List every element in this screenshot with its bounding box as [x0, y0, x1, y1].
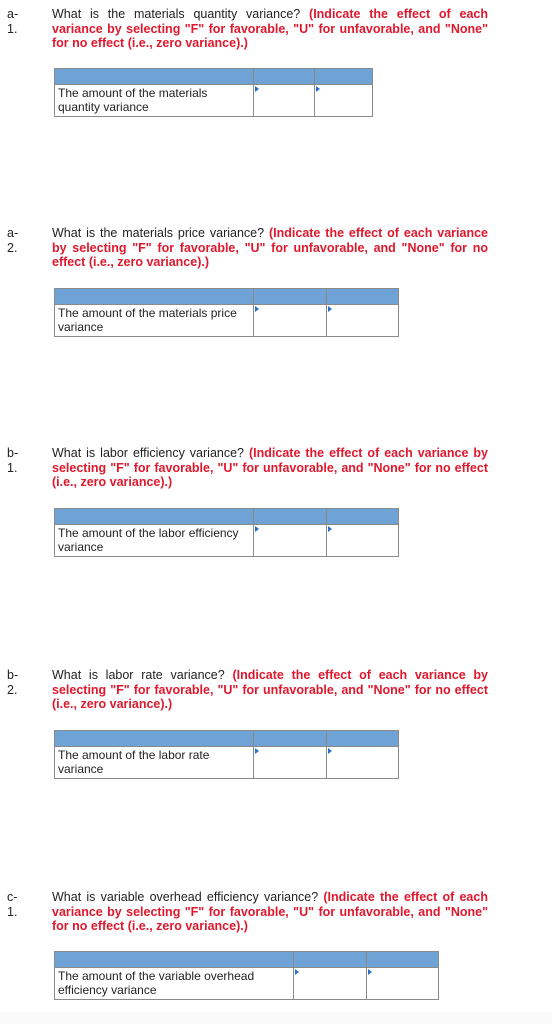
- amount-input[interactable]: [254, 525, 327, 557]
- effect-select[interactable]: [327, 305, 399, 337]
- input-flag-icon: [255, 86, 259, 92]
- answer-table-a1: [54, 68, 373, 117]
- input-flag-icon: [255, 306, 259, 312]
- question-a1: [0, 7, 552, 51]
- row-label: The amount of the materials price variance: [55, 305, 254, 337]
- answer-table-header: [55, 69, 373, 85]
- amount-input[interactable]: [254, 747, 327, 779]
- answer-row: [55, 305, 399, 337]
- input-flag-icon: [316, 86, 320, 92]
- row-label: The amount of the variable overhead efficiency variance: [55, 968, 294, 1000]
- question-number: b- 1.: [7, 446, 19, 475]
- question-number: b- 2.: [7, 668, 19, 697]
- question-text: What is labor rate variance? (Indicate the effect of each variance by selecting "F" for favorable, "U" for unfavorable, and "None" for no effect (i.e., zero variance).): [52, 668, 488, 711]
- input-flag-icon: [368, 969, 372, 975]
- answer-row: [55, 968, 439, 1000]
- question-b1: [0, 446, 552, 490]
- effect-select[interactable]: [367, 968, 439, 1000]
- question-text: What is the materials quantity variance? (Indicate the effect of each variance by selecting "F" for favorable, "U" for unfavorable, and "None" for no effect (i.e., zero variance).): [52, 7, 488, 50]
- question-instruction: (Indicate the effect of each variance by selecting "F" for favorable, "U" for unfavorable, and "None" for no effect (i.e., zero variance).): [52, 7, 488, 50]
- answer-table-header: [55, 289, 399, 305]
- input-flag-icon: [328, 526, 332, 532]
- question-instruction: (Indicate the effect of each variance by selecting "F" for favorable, "U" for unfavorable, and "None" for no effect (i.e., zero variance).): [52, 226, 488, 269]
- question-instruction: (Indicate the effect of each variance by selecting "F" for favorable, "U" for unfavorable, and "None" for no effect (i.e., zero variance).): [52, 446, 488, 489]
- question-instruction: (Indicate the effect of each variance by selecting "F" for favorable, "U" for unfavorable, and "None" for no effect (i.e., zero variance).): [52, 890, 488, 933]
- effect-select[interactable]: [327, 525, 399, 557]
- answer-table-header: [55, 952, 439, 968]
- question-number: a- 2.: [7, 226, 19, 255]
- amount-input[interactable]: [254, 305, 327, 337]
- question-b2: [0, 668, 552, 712]
- input-flag-icon: [328, 306, 332, 312]
- row-label: The amount of the labor efficiency variance: [55, 525, 254, 557]
- input-flag-icon: [328, 748, 332, 754]
- input-flag-icon: [295, 969, 299, 975]
- question-a2: [0, 226, 552, 270]
- effect-select[interactable]: [327, 747, 399, 779]
- answer-table-header: [55, 509, 399, 525]
- input-flag-icon: [255, 748, 259, 754]
- question-text: What is labor efficiency variance? (Indicate the effect of each variance by selecting "F" for favorable, "U" for unfavorable, and "None" for no effect (i.e., zero variance).): [52, 446, 488, 489]
- answer-row: [55, 747, 399, 779]
- answer-row: [55, 525, 399, 557]
- row-label: The amount of the labor rate variance: [55, 747, 254, 779]
- page-bottom-edge: [0, 1012, 552, 1024]
- answer-table-c1: [54, 951, 439, 1000]
- answer-table-a2: [54, 288, 399, 337]
- question-number: a- 1.: [7, 7, 19, 36]
- amount-input[interactable]: [294, 968, 367, 1000]
- answer-row: [55, 85, 373, 117]
- question-text: What is the materials price variance? (Indicate the effect of each variance by selecting "F" for favorable, "U" for unfavorable, and "None" for no effect (i.e., zero variance).): [52, 226, 488, 269]
- question-instruction: (Indicate the effect of each variance by selecting "F" for favorable, "U" for unfavorable, and "None" for no effect (i.e., zero variance).): [52, 668, 488, 711]
- row-label: The amount of the materials quantity variance: [55, 85, 254, 117]
- answer-table-b2: [54, 730, 399, 779]
- answer-table-b1: [54, 508, 399, 557]
- question-number: c- 1.: [7, 890, 18, 919]
- effect-select[interactable]: [315, 85, 373, 117]
- answer-table-header: [55, 731, 399, 747]
- input-flag-icon: [255, 526, 259, 532]
- amount-input[interactable]: [254, 85, 315, 117]
- question-text: What is variable overhead efficiency variance? (Indicate the effect of each variance by selecting "F" for favorable, "U" for unfavorable, and "None" for no effect (i.e., zero variance).): [52, 890, 488, 933]
- question-c1: [0, 890, 552, 934]
